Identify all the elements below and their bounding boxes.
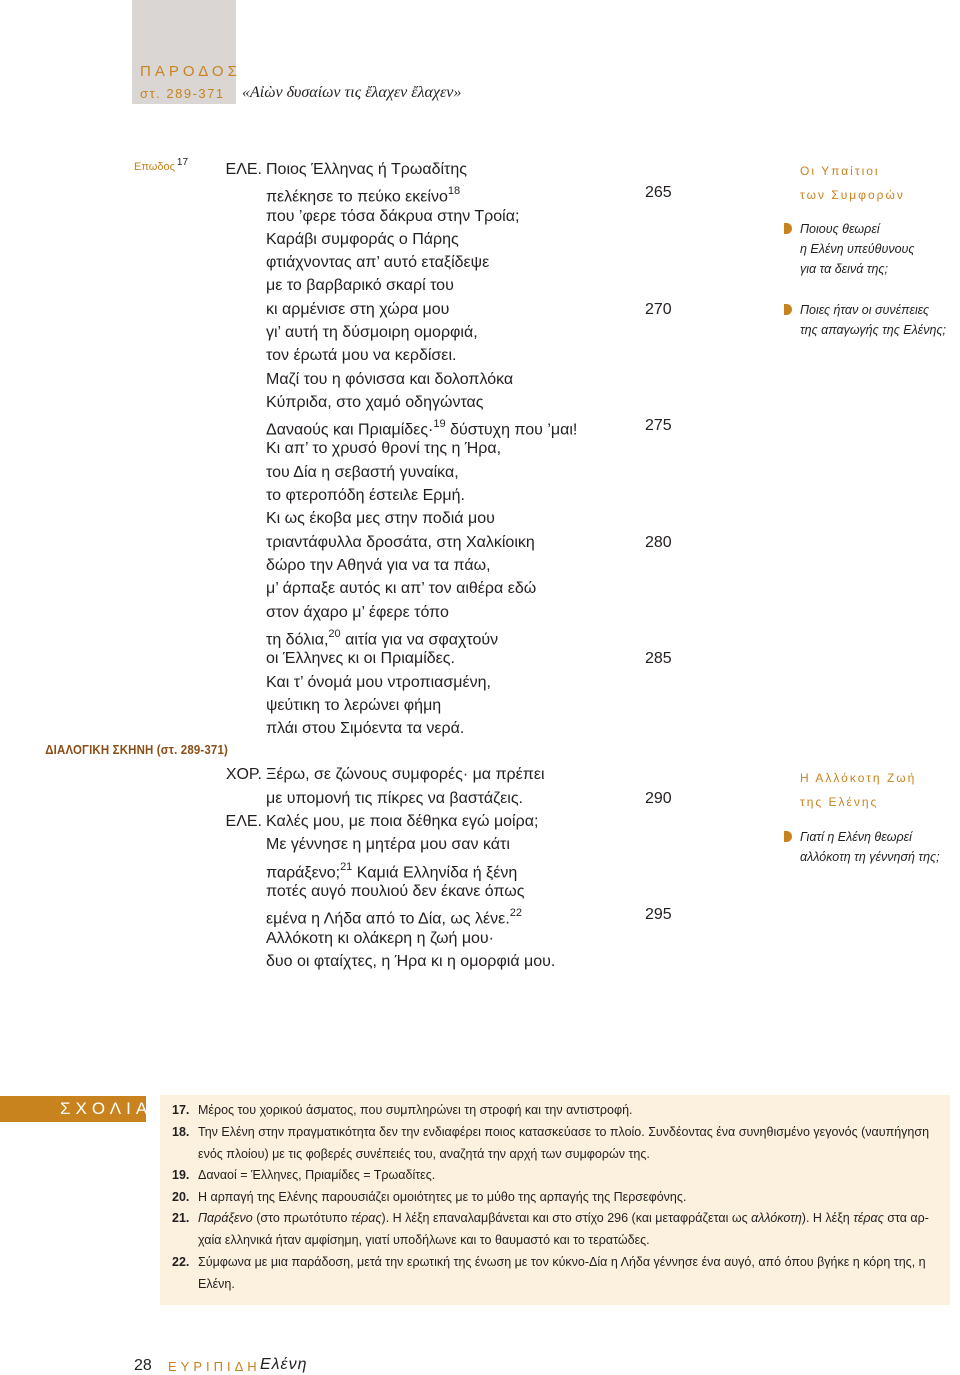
bullet-icon bbox=[784, 304, 792, 315]
poem-line: που ’φερε τόσα δάκρυα στην Τροία; bbox=[266, 208, 520, 225]
verse-range: στ. 289-371 bbox=[140, 86, 225, 101]
speaker-ele: ΕΛΕ. bbox=[225, 161, 262, 178]
poem-line: μ’ άρπαξε αυτός κι απ’ τον αιθέρα εδώ bbox=[266, 580, 537, 597]
poem-line-text: εμένα η Λήδα από το Δία, ως λένε. bbox=[266, 910, 510, 928]
poem-line: Καράβι συμφοράς ο Πάρης bbox=[266, 231, 459, 248]
line-number: 275 bbox=[645, 417, 672, 434]
note-text: Μέρος του χορικού άσματος, που συμπληρώνει τη στροφή και την αντιστροφή. bbox=[198, 1103, 633, 1117]
poem-line: Με γέννησε η μητέρα μου σαν κάτι bbox=[266, 836, 510, 853]
note-text: Σύμφωνα με μια παράδοση, μετά την ερωτική της ένωση με τον κύκνο-Δία η Λήδα γέννησε ένα αυγό, από όπου βγήκε η κόρη της, η bbox=[198, 1255, 926, 1269]
poem-line: Καλές μου, με ποια δέθηκα εγώ μοίρα; bbox=[266, 813, 539, 830]
dialogue-scene-label: ΔΙΑΛΟΓΙΚΗ ΣΚΗΝΗ (στ. 289-371) bbox=[45, 742, 228, 757]
poem-line bbox=[266, 414, 577, 437]
poem-line: με υπομονή τις πίκρες να βαστάζεις. bbox=[266, 790, 523, 807]
note-text: χαία ελληνικά ήταν αμφίσημη, γιατί υποδήλωνε και το θαυμαστό και το τερατώδες. bbox=[198, 1232, 650, 1247]
note-text-italic: τέρας bbox=[853, 1211, 884, 1225]
poem-line-text: Καμιά Ελληνίδα ή ξένη bbox=[356, 864, 518, 882]
poem-line-text: τη δόλια, bbox=[266, 631, 329, 649]
footnote-mark: 22 bbox=[509, 907, 523, 919]
note-22 bbox=[172, 1252, 942, 1295]
poem-line bbox=[266, 181, 460, 204]
sidebar-question bbox=[800, 300, 960, 340]
note-17 bbox=[172, 1100, 942, 1122]
poem-line: Κι απ’ το χρυσό θρονί της η Ήρα, bbox=[266, 440, 502, 457]
note-number: 22. bbox=[172, 1255, 190, 1269]
line-number: 285 bbox=[645, 650, 672, 667]
line-number: 280 bbox=[645, 534, 672, 551]
note-21 bbox=[172, 1208, 942, 1251]
poem-line: Ξέρω, σε ζώνους συμφορές· μα πρέπει bbox=[266, 766, 545, 783]
poem-line: Κι ως έκοβα μες στην ποδιά μου bbox=[266, 510, 495, 527]
poem-line-text: παράξενο; bbox=[266, 864, 341, 882]
note-number: 17. bbox=[172, 1103, 190, 1117]
line-number: 290 bbox=[645, 790, 672, 807]
poem-line: του Δία η σεβαστή γυναίκα, bbox=[266, 464, 459, 481]
note-text: Ελένη. bbox=[198, 1276, 235, 1291]
poem-line: γι’ αυτή τη δύσμοιρη ομορφιά, bbox=[266, 324, 478, 341]
poem-line: τριαντάφυλλα δροσάτα, στη Χαλκίοικη bbox=[266, 534, 535, 551]
poem-line: στον άχαρο μ’ έφερε τόπο bbox=[266, 604, 449, 621]
sidebar-heading: Οι Υπαίτιοι bbox=[800, 164, 880, 178]
poem-line-text: πελέκησε το πεύκο εκείνο bbox=[266, 188, 448, 206]
sidebar-question-line: Ποιους θεωρεί bbox=[800, 222, 880, 236]
poem-line bbox=[266, 903, 522, 926]
line-number: 265 bbox=[645, 184, 672, 201]
footer-work: Ελένη bbox=[260, 1356, 308, 1373]
footnote-mark: 18 bbox=[447, 185, 461, 197]
footer-author: ΕΥΡΙΠΙΔΗ bbox=[168, 1359, 261, 1374]
poem-line bbox=[266, 857, 517, 880]
note-text: Την Ελένη στην πραγματικότητα δεν την ενδιαφέρει ποιος κατασκεύασε το πλοίο. Συνδέοντας ένα συνηθισμένο γεγονός (ναυπήγηση bbox=[198, 1125, 930, 1139]
speaker-chor: ΧΟΡ. bbox=[225, 766, 262, 783]
poem-line: με το βαρβαρικό σκαρί του bbox=[266, 277, 454, 294]
sidebar-question-line: η Ελένη υπεύθυνους bbox=[800, 242, 915, 256]
section-title: ΠΑΡΟΔΟΣ bbox=[140, 63, 241, 80]
line-number: 295 bbox=[645, 906, 672, 923]
note-number: 21. bbox=[172, 1211, 190, 1225]
sidebar-question-line: Ποιες ήταν οι συνέπειες bbox=[800, 303, 930, 317]
note-text: ενός πλοίου) με τις φοβερές συνέπειές του, αναζητά την αρχή των συμφορών της. bbox=[198, 1146, 650, 1161]
poem-line: Κύπριδα, στο χαμό οδηγώντας bbox=[266, 394, 484, 411]
poem-line: φτιάχνοντας απ’ αυτό εταξίδεψε bbox=[266, 254, 490, 271]
ancient-quote: «Αἰὼν δυσαίων τις ἔλαχεν ἔλαχεν» bbox=[242, 84, 462, 101]
page-number: 28 bbox=[134, 1357, 152, 1374]
sidebar-question bbox=[800, 219, 960, 279]
note-text: ). Η λέξη επαναλαμβάνεται και στο στίχο 296 (και μεταφράζεται ως bbox=[381, 1211, 752, 1225]
note-number: 19. bbox=[172, 1168, 190, 1182]
footnote-mark: 20 bbox=[328, 628, 341, 640]
poem-line: Μαζί του η φόνισσα και δολοπλόκα bbox=[266, 371, 514, 388]
poem-line-text: δύστυχη που ’μαι! bbox=[450, 421, 578, 439]
poem-line: δυο οι φταίχτες, η Ήρα κι η ομορφιά μου. bbox=[266, 953, 556, 970]
poem-line: κι αρμένισε στη χώρα μου bbox=[266, 301, 450, 318]
poem-line: ψεύτικη το λερώνει φήμη bbox=[266, 697, 442, 714]
poem-line bbox=[266, 624, 498, 647]
poem-line: πλάι στου Σιμόεντα τα νερά. bbox=[266, 720, 465, 737]
sidebar-question bbox=[800, 827, 960, 867]
sidebar-question-line: αλλόκοτη τη γέννησή της; bbox=[800, 850, 940, 864]
footnote-mark: 17 bbox=[176, 157, 189, 168]
note-18 bbox=[172, 1122, 942, 1165]
note-20 bbox=[172, 1187, 942, 1209]
poem-line: δώρο την Αθηνά για να τα πάω, bbox=[266, 557, 491, 574]
note-number: 20. bbox=[172, 1190, 190, 1204]
note-text-italic: αλλόκοτη bbox=[751, 1211, 802, 1225]
poem-line: ποτές αυγό πουλιού δεν έκανε όπως bbox=[266, 883, 525, 900]
footnote-mark: 19 bbox=[433, 418, 446, 430]
poem-line: οι Έλληνες κι οι Πριαμίδες. bbox=[266, 650, 455, 667]
note-text: (στο πρωτότυπο bbox=[252, 1211, 351, 1225]
sidebar-heading: των Συμφορών bbox=[800, 188, 905, 202]
bullet-icon bbox=[784, 223, 792, 234]
note-text: Η αρπαγή της Ελένης παρουσιάζει ομοιότητες με το μύθο της αρπαγής της Περσεφόνης. bbox=[198, 1190, 687, 1204]
sidebar-question-line: για τα δεινά της; bbox=[800, 262, 888, 276]
epodos-text: Επωδος bbox=[134, 161, 175, 173]
poem-line: Και τ’ όνομά μου ντροπιασμένη, bbox=[266, 674, 491, 691]
note-text-italic: Παράξενο bbox=[198, 1211, 253, 1225]
poem-line-text: αιτία για να σφαχτούν bbox=[345, 631, 499, 649]
bullet-icon bbox=[784, 831, 792, 842]
sidebar-heading: Η Αλλόκοτη Ζωή bbox=[800, 771, 917, 785]
note-text: ). Η λέξη bbox=[801, 1211, 854, 1225]
note-text: στα αρ- bbox=[883, 1211, 929, 1225]
note-text: Δαναοί = Έλληνες, Πριαμίδες = Τρωαδίτες. bbox=[198, 1168, 436, 1182]
speaker-ele: ΕΛΕ. bbox=[225, 813, 262, 830]
poem-line: Ποιος Έλληνας ή Τρωαδίτης bbox=[266, 161, 467, 178]
scholia-title: ΣΧΟΛΙΑ bbox=[60, 1099, 153, 1118]
note-text-italic: τέρας bbox=[350, 1211, 382, 1225]
poem-line-text: Δαναούς και Πριαμίδες· bbox=[266, 421, 434, 439]
line-number: 270 bbox=[645, 301, 672, 318]
footnote-mark: 21 bbox=[340, 861, 353, 873]
poem-line: τον έρωτά μου να κερδίσει. bbox=[266, 347, 457, 364]
sidebar-question-line: Γιατί η Ελένη θεωρεί bbox=[800, 830, 912, 844]
note-number: 18. bbox=[172, 1125, 190, 1139]
sidebar-heading: της Ελένης bbox=[800, 795, 879, 809]
note-19 bbox=[172, 1165, 942, 1187]
poem-line: Αλλόκοτη κι ολάκερη η ζωή μου· bbox=[266, 930, 495, 947]
poem-line: το φτεροπόδη έστειλε Ερμή. bbox=[266, 487, 465, 504]
sidebar-question-line: της απαγωγής της Ελένης; bbox=[800, 323, 947, 337]
